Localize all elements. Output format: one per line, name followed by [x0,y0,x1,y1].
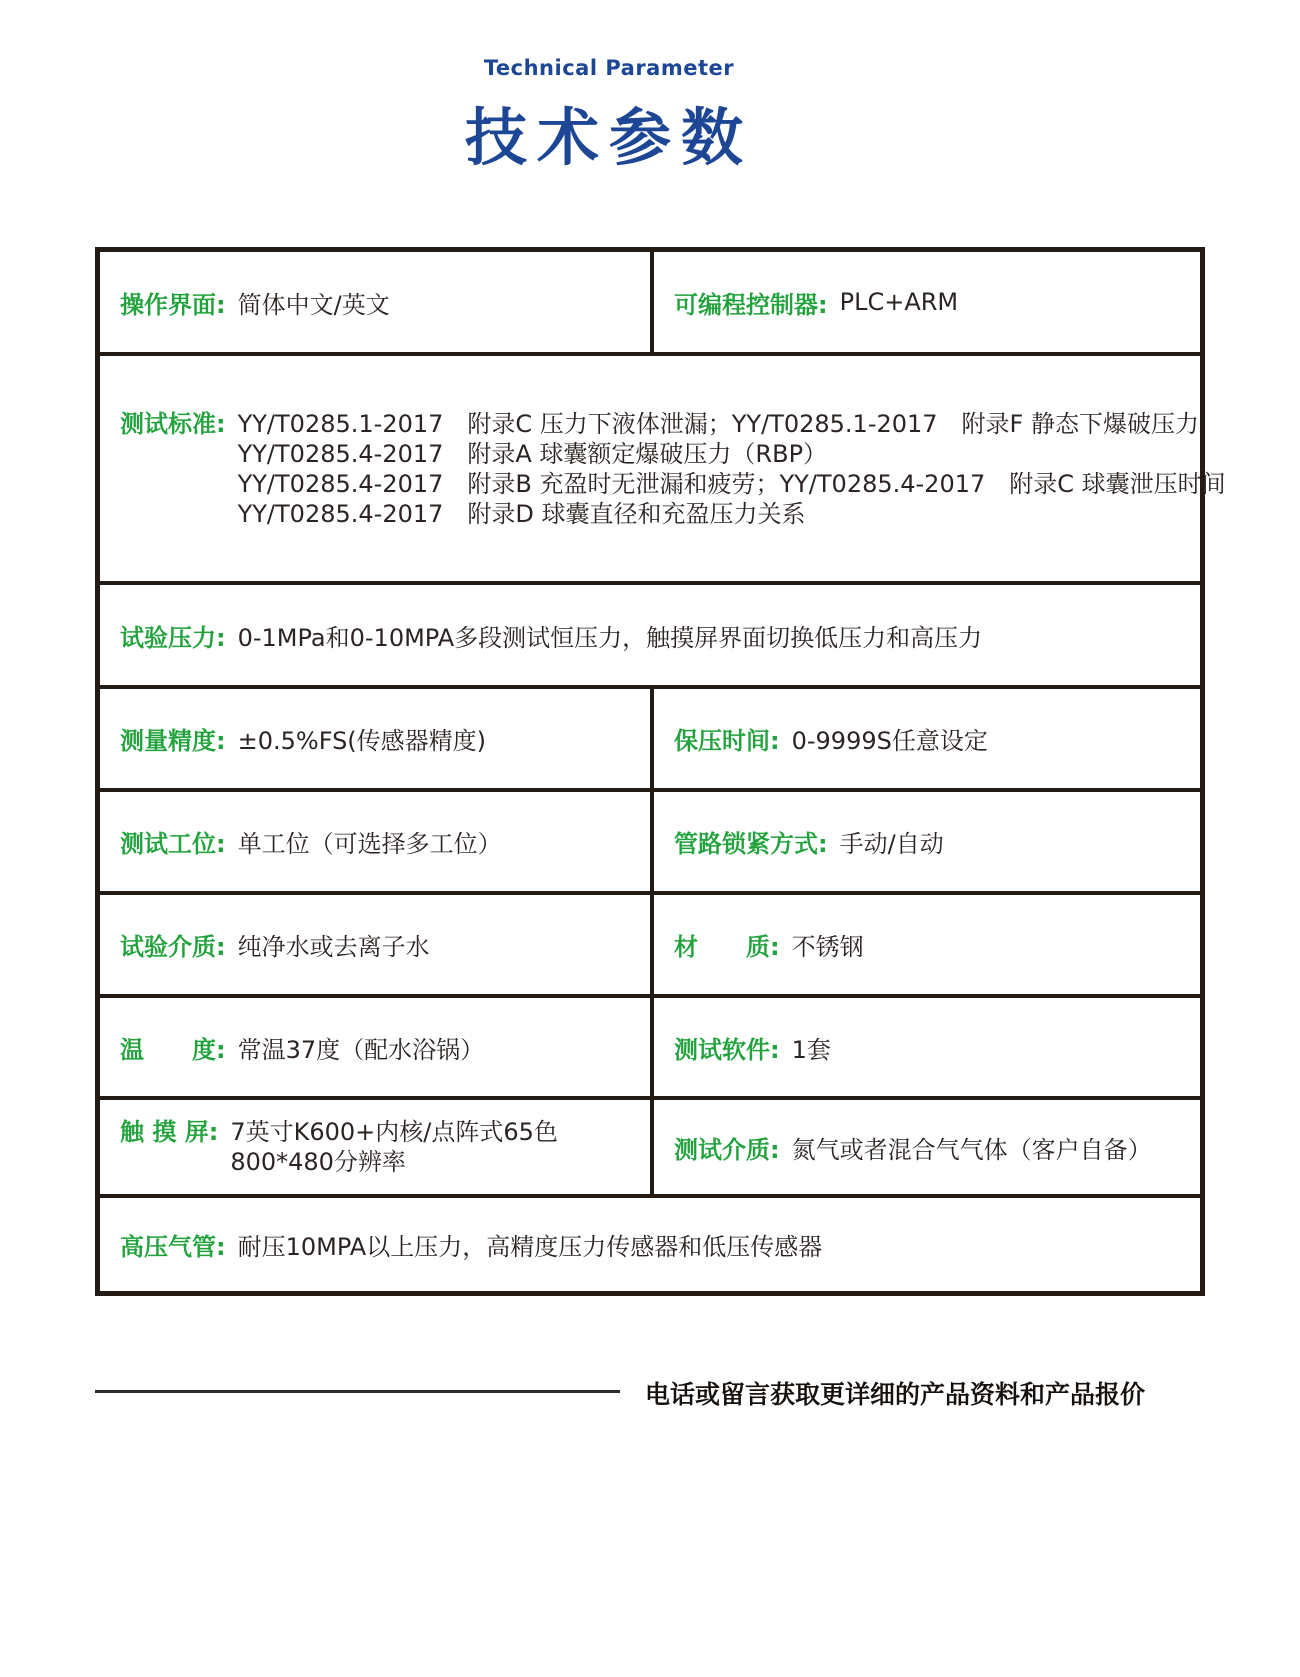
standards-line: YY/T0285.4-2017 附录B 充盈时无泄漏和疲劳；YY/T0285.4-2017 附录C 球囊泄压时间 [237,469,1226,498]
cell-operation-interface [100,252,650,352]
field-value: 0-9999S任意设定 [791,727,988,755]
field-value: PLC+ARM [839,288,959,316]
page-title: 技术参数 [464,101,753,174]
field-value: 纯净水或去离子水 [237,933,430,961]
standards-line: YY/T0285.4-2017 附录A 球囊额定爆破压力（RBP） [237,439,828,468]
field-value: 手动/自动 [839,830,944,858]
table-row-temperature [100,994,1200,1096]
field-value: 单工位（可选择多工位） [237,830,502,858]
field-label: 温 度: [120,1035,226,1064]
footer-note: 电话或留言获取更详细的产品资料和产品报价 [645,1380,1146,1409]
table-row-high-pressure-pipe [100,1194,1200,1291]
standards-line: YY/T0285.1-2017 附录C 压力下液体泄漏；YY/T0285.1-2017 附录F 静态下爆破压力 [237,409,1199,438]
touchscreen-lines [230,1117,558,1177]
field-value: ±0.5%FS(传感器精度) [237,727,487,755]
field-label: 试验压力: [120,623,226,652]
standards-lines [238,409,1226,529]
footer-divider-line [95,1390,620,1393]
field-label: 试验介质: [120,933,226,961]
touchscreen-line: 7英寸K600+内核/点阵式65色 [230,1118,558,1146]
page-header [0,56,1218,177]
subtitle-en: Technical Parameter [483,56,735,80]
cell-high-pressure-pipe [100,1198,1200,1291]
field-label: 操作界面: [120,290,226,319]
field-label: 测试标准: [120,409,226,438]
field-value: 耐压10MPA以上压力，高精度压力传感器和低压传感器 [237,1233,823,1261]
field-value: 简体中文/英文 [237,290,390,319]
field-label: 测试介质: [674,1135,780,1164]
field-label: 可编程控制器: [674,290,828,319]
field-label: 触 摸 屏: [120,1118,219,1146]
spec-table [95,247,1226,1296]
field-value: 常温37度（配水浴锅） [237,1035,485,1064]
cell-hold-time [650,689,1196,788]
field-label: 测试工位: [120,830,226,858]
cell-touchscreen [100,1100,650,1194]
cell-pipe-locking [650,792,1196,891]
cell-test-pressure [100,585,1200,685]
field-value: 不锈钢 [791,933,864,961]
cell-plc-controller [650,252,1196,352]
table-row-medium [100,891,1200,994]
table-row-test-pressure [100,581,1200,685]
field-value: 0-1MPa和0-10MPA多段测试恒压力，触摸屏界面切换低压力和高压力 [237,623,983,652]
cell-temperature [100,998,650,1096]
field-label: 测试软件: [674,1035,780,1064]
table-row-test-standards [100,352,1226,581]
field-label: 保压时间: [674,727,780,755]
field-value: 1套 [791,1035,831,1064]
standards-line: YY/T0285.4-2017 附录D 球囊直径和充盈压力关系 [237,499,806,528]
cell-test-software [650,998,1196,1096]
field-value: 氮气或者混合气气体（客户自备） [791,1135,1152,1164]
field-label: 材 质: [674,933,780,961]
cell-test-standards [100,356,1226,581]
cell-test-station [100,792,650,891]
cell-test-gas [650,1100,1196,1194]
table-row-touchscreen [100,1096,1200,1194]
cell-test-medium-water [100,895,650,994]
field-label: 管路锁紧方式: [674,830,828,858]
field-label: 高压气管: [120,1233,226,1261]
touchscreen-line: 800*480分辨率 [230,1148,406,1176]
cell-measure-accuracy [100,689,650,788]
table-row-stations [100,788,1200,891]
table-row-accuracy [100,685,1200,788]
field-label: 测量精度: [120,727,226,755]
table-row-interface [100,252,1200,352]
cell-material [650,895,1196,994]
